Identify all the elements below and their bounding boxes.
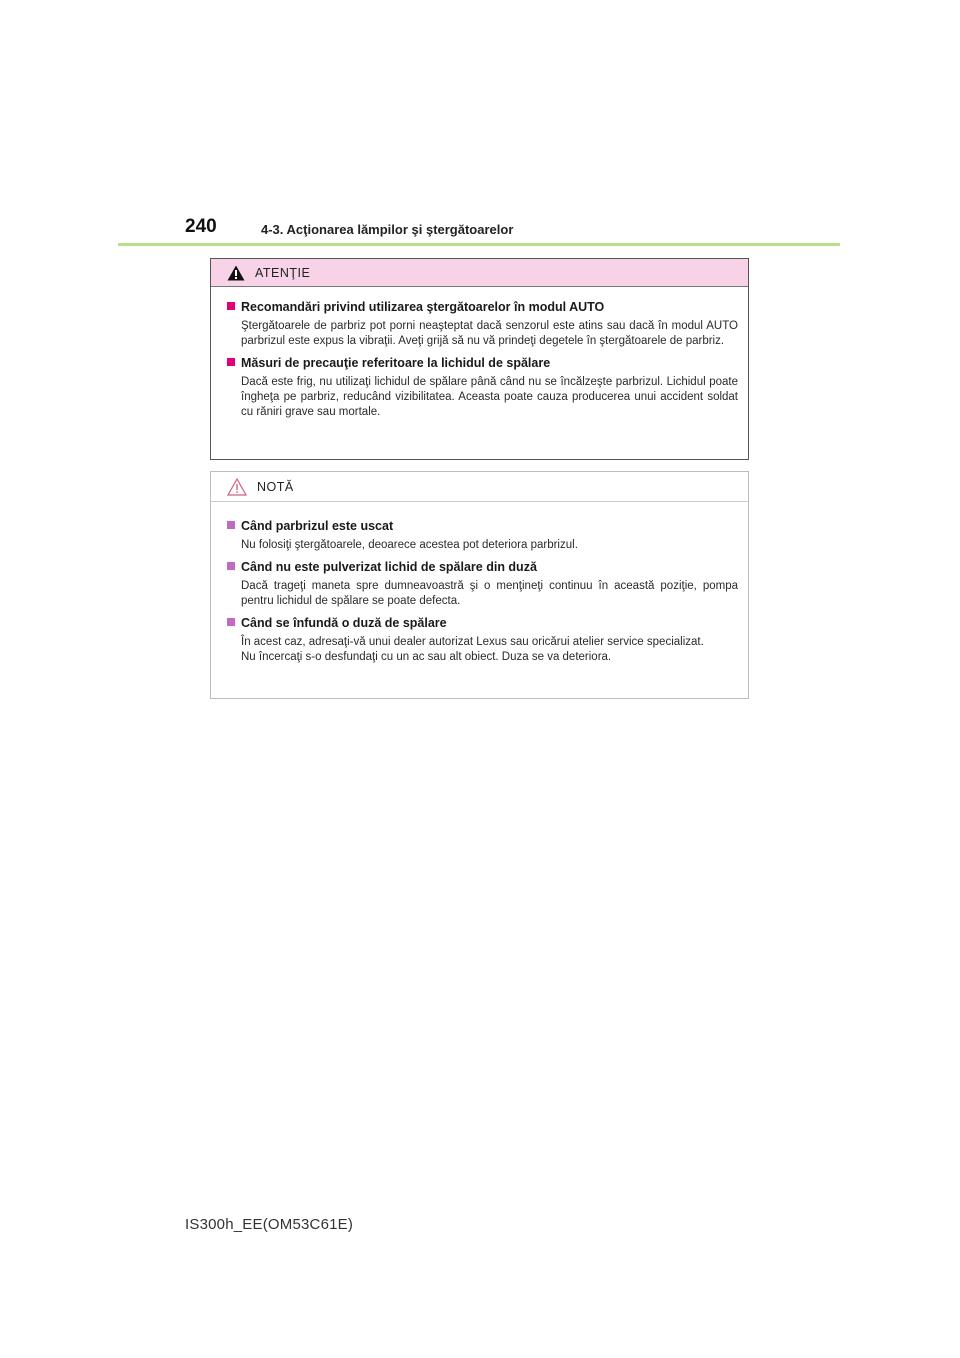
model-code: IS300h_EE(OM53C61E): [185, 1216, 354, 1233]
note-item-text: Dacă trageţi maneta spre dumneavoastră şi o menţineţi continuu în această poziţie, pompa pentru lichidul de spălare se poate defecta.: [241, 580, 738, 607]
note-item: [227, 559, 738, 609]
note-item-title: Când se înfundă o duză de spălare: [241, 616, 447, 630]
warning-triangle-icon: [227, 265, 245, 281]
note-box-label: NOTĂ: [257, 480, 294, 494]
warning-box-label: ATENŢIE: [255, 266, 311, 280]
warning-box: [210, 258, 749, 460]
page-number: 240: [185, 216, 217, 237]
section-title: 4-3. Acţionarea lămpilor şi ştergătoarelor: [261, 222, 514, 237]
header-divider: [118, 243, 840, 246]
note-item-title: Când nu este pulverizat lichid de spălare din duză: [241, 560, 537, 574]
note-item-text-secondary: Nu încercaţi s-o desfundaţi cu un ac sau alt obiect. Duza se va deteriora.: [241, 651, 612, 663]
bullet-square-icon: [227, 521, 235, 529]
caution-triangle-icon: [227, 478, 247, 496]
warning-box-header: [211, 259, 748, 287]
bullet-square-icon: [227, 358, 235, 366]
warning-item: [227, 355, 738, 420]
warning-item-title: Recomandări privind utilizarea ştergătoarelor în modul AUTO: [241, 300, 605, 314]
page-header: [185, 216, 845, 242]
note-item-text: Nu folosiţi ştergătoarele, deoarece acestea pot deteriora parbrizul.: [241, 539, 578, 551]
note-item-text: În acest caz, adresaţi-vă unui dealer autorizat Lexus sau oricărui atelier service specializat.: [241, 636, 704, 648]
note-item: [227, 615, 738, 665]
warning-item-text: Dacă este frig, nu utilizaţi lichidul de spălare până când nu se încălzeşte parbrizul. Lichidul poate îngheţa pe parbriz, reducând vizibilitatea. Aceasta poate cauza producerea unui accident soldat cu răniri grave sau mortale.: [241, 376, 738, 418]
warning-item: [227, 299, 738, 349]
bullet-square-icon: [227, 302, 235, 310]
note-box: [210, 471, 749, 699]
warning-item-text: Ştergătoarele de parbriz pot porni neaşteptat dacă senzorul este atins sau dacă în modul AUTO parbrizul este expus la vibraţii. Aveţi grijă să nu vă prindeţi degetele în ştergătoarele de parbriz.: [241, 320, 738, 347]
note-item: [227, 518, 738, 553]
warning-item-title: Măsuri de precauţie referitoare la lichidul de spălare: [241, 356, 551, 370]
bullet-square-icon: [227, 562, 235, 570]
note-item-title: Când parbrizul este uscat: [241, 519, 394, 533]
bullet-square-icon: [227, 618, 235, 626]
note-box-header: [211, 472, 748, 502]
